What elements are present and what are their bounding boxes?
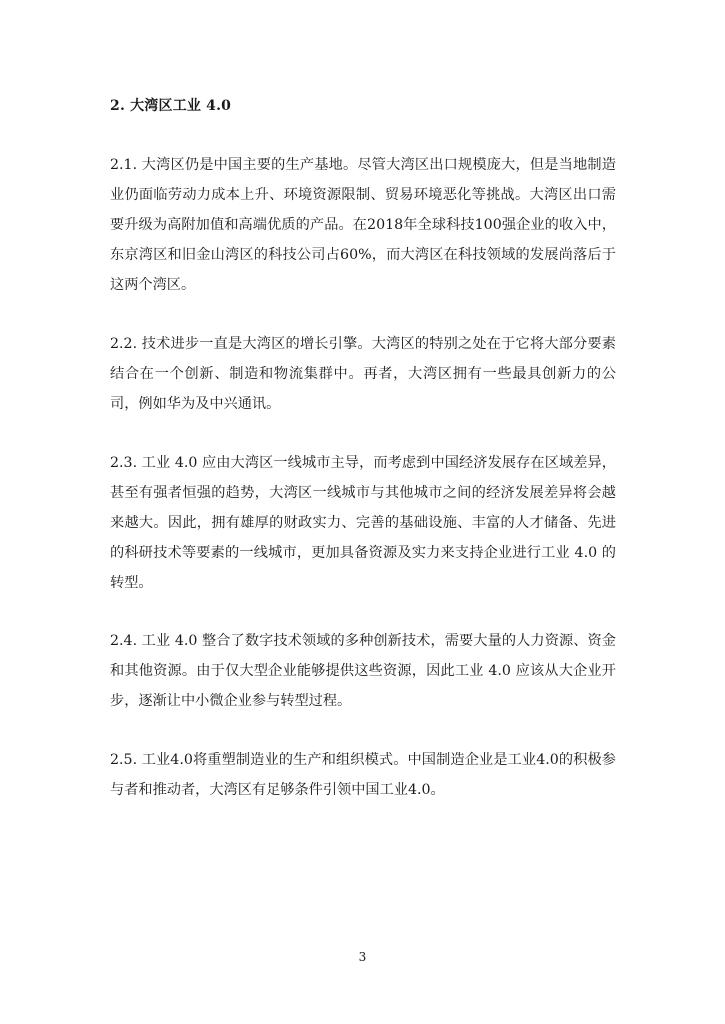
paragraph-2-1: 2.1. 大湾区仍是中国主要的生产基地。尽管大湾区出口规模庞大，但是当地制造业仍面临劳动力成本上升、环境资源限制、贸易环境恶化等挑战。大湾区出口需要升级为高附加值和高端优质的产品。在2018年全球科技100强企业的收入中，东京湾区和旧金山湾区的科技公司占60%，而大湾区在科技领域的发展尚落后于这两个湾区。 [110, 157, 616, 293]
paragraph-2-2: 2.2. 技术进步一直是大湾区的增长引擎。大湾区的特别之处在于它将大部分要素结合在一个创新、制造和物流集群中。再者，大湾区拥有一些最具创新力的公司，例如华为及中兴通讯。 [110, 336, 616, 412]
paragraph-2-5: 2.5. 工业4.0将重塑制造业的生产和组织模式。中国制造企业是工业4.0的积极参与者和推动者，大湾区有足够条件引领中国工业4.0。 [110, 752, 616, 798]
paragraph-2-3: 2.3. 工业 4.0 应由大湾区一线城市主导，而考虑到中国经济发展存在区域差异，甚至有强者恒强的趋势，大湾区一线城市与其他城市之间的经济发展差异将会越来越大。因此，拥有雄厚的财政实力、完善的基础设施、丰富的人才储备、先进的科研技术等要素的一线城市，更加具备资源及实力来支持企业进行工业 4.0 的转型。 [110, 455, 616, 591]
section-heading: 2. 大湾区工业 4.0 [110, 98, 232, 114]
page-number: 3 [358, 950, 367, 964]
paragraph-2-4: 2.4. 工业 4.0 整合了数字技术领域的多种创新技术，需要大量的人力资源、资金和其他资源。由于仅大型企业能够提供这些资源，因此工业 4.0 应该从大企业开步，逐渐让中小微企业参与转型过程。 [110, 633, 616, 709]
